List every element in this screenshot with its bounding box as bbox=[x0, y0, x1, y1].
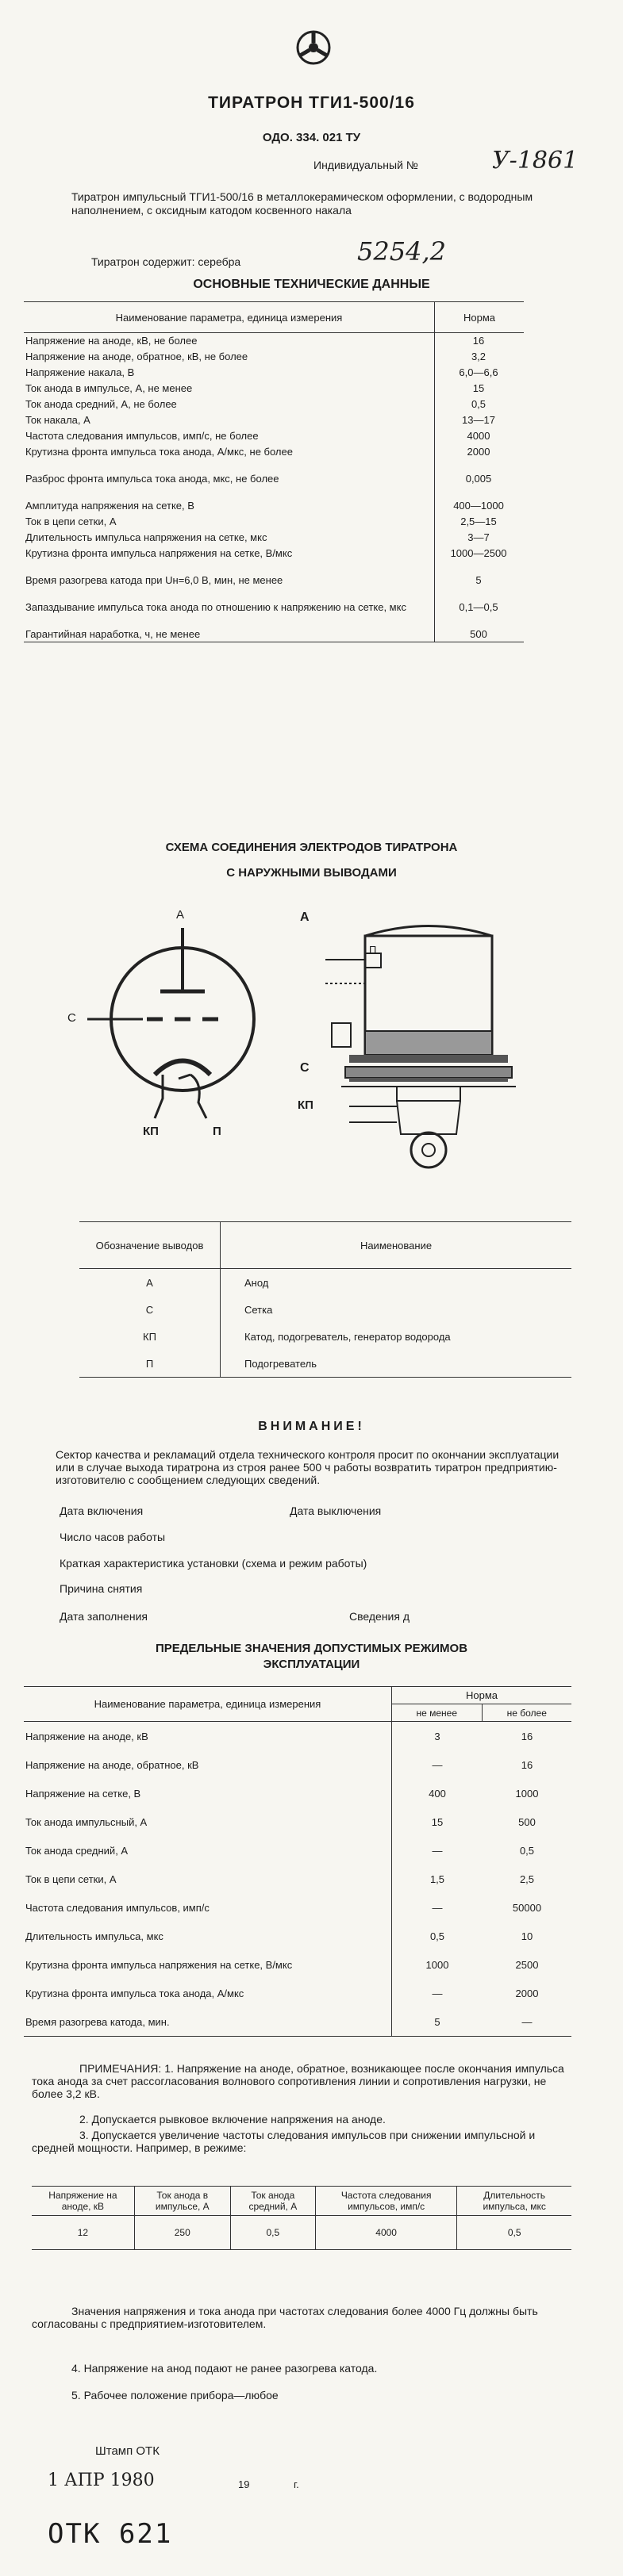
diagram-title-2: С НАРУЖНЫМИ ВЫВОДАМИ bbox=[226, 866, 397, 880]
diagram-title-1: СХЕМА СОЕДИНЕНИЯ ЭЛЕКТРОДОВ ТИРАТРОНА bbox=[165, 841, 458, 854]
spec-row bbox=[24, 428, 524, 444]
spec-table bbox=[24, 301, 524, 642]
diagram-label-anode: А bbox=[176, 908, 185, 922]
example-header: Напряжение на аноде, кВ bbox=[32, 2187, 134, 2216]
lim-col-param: Наименование параметра, единица измерения bbox=[24, 1687, 392, 1722]
spec-value: 0,005 bbox=[435, 471, 525, 498]
limit-param: Ток анода импульсный, А bbox=[25, 1815, 148, 1828]
electrode-row bbox=[79, 1296, 571, 1323]
limit-max: 16 bbox=[521, 1730, 533, 1742]
spec-row bbox=[24, 530, 524, 546]
field-fill-date: Дата заполнения bbox=[60, 1610, 148, 1623]
electrode-code: П bbox=[79, 1350, 221, 1378]
spec-value: 0,5 bbox=[435, 397, 525, 412]
limit-min: — bbox=[392, 1979, 483, 2007]
spec-row bbox=[24, 573, 524, 600]
limits-table bbox=[24, 1686, 571, 2037]
limits-title-1: ПРЕДЕЛЬНЫЕ ЗНАЧЕНИЯ ДОПУСТИМЫХ РЕЖИМОВ bbox=[155, 1642, 468, 1655]
year-g: г. bbox=[294, 2478, 299, 2490]
limit-param: Длительность импульса, мкс bbox=[25, 1930, 163, 1942]
lim-col-norm: Норма bbox=[392, 1687, 572, 1704]
diagram-label-kp: КП bbox=[143, 1125, 159, 1138]
field-date-off: Дата выключения bbox=[290, 1505, 382, 1517]
limit-row bbox=[24, 1865, 571, 1893]
limit-min: 400 bbox=[392, 1779, 483, 1807]
limit-row bbox=[24, 1750, 571, 1779]
note-1: ПРИМЕЧАНИЯ: 1. Напряжение на аноде, обратное, возникающее после окончания импульса тока анода за счет рассогласования волнового сопротивления линии и сопротивления нагрузки, не более 3,2 кВ. bbox=[32, 2062, 564, 2100]
limit-row bbox=[24, 1779, 571, 1807]
example-header: Ток анода в импульсе, А bbox=[134, 2187, 230, 2216]
limit-param: Частота следования импульсов, имп/с bbox=[25, 1901, 210, 1914]
spec-row bbox=[24, 600, 524, 627]
spec-value: 500 bbox=[435, 627, 525, 642]
diagram-label-p: П bbox=[213, 1125, 221, 1138]
lim-col-max: не более bbox=[482, 1704, 571, 1722]
note-2: 2. Допускается рывковое включение напряжения на аноде. bbox=[79, 2113, 386, 2126]
el-col-name: Наименование bbox=[221, 1222, 572, 1269]
spec-col-norm: Норма bbox=[435, 302, 525, 333]
limit-row bbox=[24, 1722, 571, 1751]
stamp-label: Штамп ОТК bbox=[95, 2444, 160, 2458]
electrode-name: Анод bbox=[221, 1269, 572, 1297]
field-date-on: Дата включения bbox=[60, 1505, 144, 1517]
limit-min: 1,5 bbox=[392, 1865, 483, 1893]
note-after: Значения напряжения и тока анода при частотах следования более 4000 Гц должны быть согласованы с предприятием-изготовителем. bbox=[32, 2305, 538, 2330]
example-header-row bbox=[32, 2187, 571, 2216]
spec-value: 3—7 bbox=[435, 530, 525, 546]
spec-value: 16 bbox=[435, 333, 525, 349]
attention-title: ВНИМАНИЕ! bbox=[258, 1420, 365, 1433]
limit-param: Напряжение на аноде, кВ bbox=[25, 1730, 148, 1742]
side-label-anode: А bbox=[300, 910, 310, 924]
spec-row bbox=[24, 412, 524, 428]
example-data-row bbox=[32, 2216, 571, 2250]
otk-stamp: ОТК 621 bbox=[48, 2518, 173, 2550]
spec-row bbox=[24, 444, 524, 471]
individual-label: Индивидуальный № bbox=[313, 159, 418, 171]
tube-circuit-diagram bbox=[63, 912, 278, 1150]
electrode-code: А bbox=[146, 1276, 153, 1289]
electrode-name: Подогреватель bbox=[221, 1350, 572, 1378]
field-reason: Причина снятия bbox=[60, 1582, 143, 1595]
spec-col-param: Наименование параметра, единица измерения bbox=[24, 302, 435, 333]
electrodes-table-body bbox=[79, 1269, 571, 1378]
limit-min: 5 bbox=[392, 2007, 483, 2037]
spec-row bbox=[24, 514, 524, 530]
individual-number-handwritten: У-1861 bbox=[492, 147, 579, 174]
spec-param: Запаздывание импульса тока анода по отношению к напряжению на сетке, мкс bbox=[25, 600, 406, 613]
limit-row bbox=[24, 1893, 571, 1922]
limit-min: — bbox=[392, 1893, 483, 1922]
limit-param: Ток в цепи сетки, А bbox=[25, 1873, 117, 1885]
limit-max: 10 bbox=[521, 1930, 533, 1942]
spec-row bbox=[24, 349, 524, 365]
limit-param: Напряжение на аноде, обратное, кВ bbox=[25, 1758, 199, 1771]
spec-param: Длительность импульса напряжения на сетке, мкс bbox=[25, 531, 267, 543]
attention-text: Сектор качества и рекламаций отдела технического контроля просит по окончании эксплуатации или в случае выхода тиратрона из строя ранее 500 ч работы возвратить тиратрон предприятию-изготовителю с сообщением следующих сведений. bbox=[56, 1448, 560, 1486]
example-value: 4000 bbox=[315, 2216, 456, 2250]
limit-max: 2500 bbox=[515, 1958, 539, 1971]
limit-max: — bbox=[482, 2007, 571, 2037]
spec-value: 2000 bbox=[435, 444, 525, 471]
limit-param: Напряжение на сетке, В bbox=[25, 1787, 141, 1800]
limit-row bbox=[24, 1807, 571, 1836]
example-header: Ток анода средний, А bbox=[230, 2187, 315, 2216]
side-label-p-top: П bbox=[369, 944, 377, 956]
spec-value: 5 bbox=[435, 573, 525, 600]
spec-row bbox=[24, 365, 524, 381]
side-label-kp: КП bbox=[298, 1098, 313, 1112]
example-table bbox=[32, 2186, 571, 2250]
spec-row bbox=[24, 397, 524, 412]
limit-max: 1000 bbox=[515, 1787, 539, 1800]
limit-row bbox=[24, 1836, 571, 1865]
example-value: 0,5 bbox=[457, 2216, 571, 2250]
field-hours: Число часов работы bbox=[60, 1531, 166, 1543]
limit-max: 2,5 bbox=[519, 1873, 535, 1885]
spec-param: Разброс фронта импульса тока анода, мкс, не более bbox=[25, 472, 279, 485]
example-value: 250 bbox=[134, 2216, 230, 2250]
electrode-row bbox=[79, 1323, 571, 1350]
spec-param: Время разогрева катода при Uн=6,0 В, мин, не менее bbox=[25, 573, 283, 586]
limit-row bbox=[24, 1950, 571, 1979]
example-header: Длительность импульса, мкс bbox=[457, 2187, 571, 2216]
document-title: ТИРАТРОН ТГИ1-500/16 bbox=[208, 94, 415, 112]
limit-row bbox=[24, 2007, 571, 2037]
silver-label: Тиратрон содержит: серебра bbox=[91, 255, 241, 268]
section-title: ОСНОВНЫЕ ТЕХНИЧЕСКИЕ ДАННЫЕ bbox=[193, 278, 430, 291]
note-4: 4. Напряжение на анод подают не ранее разогрева катода. bbox=[71, 2362, 378, 2375]
tube-side-view bbox=[302, 912, 556, 1182]
limit-min: 3 bbox=[392, 1722, 483, 1751]
side-label-grid: С bbox=[300, 1061, 310, 1075]
electrode-row bbox=[79, 1350, 571, 1378]
spec-value: 4000 bbox=[435, 428, 525, 444]
spec-param: Ток накала, А bbox=[25, 413, 90, 426]
limit-min: 0,5 bbox=[392, 1922, 483, 1950]
spec-row bbox=[24, 498, 524, 514]
spec-table-body bbox=[24, 333, 524, 642]
limit-min: — bbox=[392, 1836, 483, 1865]
diagram-label-grid: С bbox=[67, 1011, 76, 1025]
limit-min: 15 bbox=[392, 1807, 483, 1836]
note-3: 3. Допускается увеличение частоты следования импульсов при снижении импульсной и средней мощности. Например, в режиме: bbox=[32, 2129, 536, 2154]
spec-code: ОДО. 334. 021 ТУ bbox=[262, 131, 361, 144]
factory-logo bbox=[294, 28, 333, 67]
field-info: Сведения д bbox=[349, 1610, 410, 1623]
spec-param: Крутизна фронта импульса тока анода, А/мкс, не более bbox=[25, 445, 293, 458]
limit-max: 50000 bbox=[512, 1901, 542, 1914]
limit-max: 0,5 bbox=[519, 1844, 535, 1857]
spec-value: 15 bbox=[435, 381, 525, 397]
example-value: 0,5 bbox=[230, 2216, 315, 2250]
limit-param: Крутизна фронта импульса тока анода, А/мкс bbox=[25, 1987, 244, 1999]
limit-min: — bbox=[392, 1750, 483, 1779]
electrode-name: Катод, подогреватель, генератор водорода bbox=[221, 1323, 572, 1350]
limit-max: 16 bbox=[521, 1758, 533, 1771]
limit-row bbox=[24, 1979, 571, 2007]
field-setup: Краткая характеристика установки (схема и режим работы) bbox=[60, 1557, 367, 1570]
electrode-code: КП bbox=[143, 1330, 156, 1343]
limit-param: Ток анода средний, А bbox=[25, 1844, 129, 1857]
spec-param: Частота следования импульсов, имп/с, не более bbox=[25, 429, 259, 442]
spec-param: Крутизна фронта импульса напряжения на сетке, В/мкс bbox=[25, 546, 293, 559]
spec-param: Напряжение накала, В bbox=[25, 366, 135, 378]
spec-value: 13—17 bbox=[435, 412, 525, 428]
lim-col-min: не менее bbox=[392, 1704, 483, 1722]
example-header: Частота следования импульсов, имп/с bbox=[315, 2187, 456, 2216]
spec-param: Ток анода в импульсе, А, не менее bbox=[25, 381, 193, 394]
spec-row bbox=[24, 333, 524, 349]
limits-table-body bbox=[24, 1722, 571, 2037]
spec-value: 2,5—15 bbox=[435, 514, 525, 530]
limit-min: 1000 bbox=[392, 1950, 483, 1979]
silver-handwritten: 5254,2 bbox=[357, 236, 446, 266]
year-suffix: 19 bbox=[238, 2478, 250, 2490]
spec-value: 6,0—6,6 bbox=[435, 365, 525, 381]
spec-param: Гарантийная наработка, ч, не менее bbox=[24, 627, 435, 642]
electrode-name: Сетка bbox=[221, 1296, 572, 1323]
limit-param: Крутизна фронта импульса напряжения на сетке, В/мкс bbox=[25, 1958, 293, 1971]
spec-param: Амплитуда напряжения на сетке, В bbox=[25, 499, 194, 512]
limit-max: 500 bbox=[518, 1815, 536, 1828]
spec-value: 1000—2500 bbox=[435, 546, 525, 573]
el-col-designation: Обозначение выводов bbox=[79, 1222, 221, 1269]
description: Тиратрон импульсный ТГИ1-500/16 в металлокерамическом оформлении, с водородным наполнением, с оксидным катодом косвенного накала bbox=[71, 190, 533, 217]
spec-value: 3,2 bbox=[435, 349, 525, 365]
spec-row bbox=[24, 546, 524, 573]
spec-param: Напряжение на аноде, обратное, кВ, не более bbox=[25, 350, 248, 362]
spec-row bbox=[24, 471, 524, 498]
electrodes-table bbox=[79, 1221, 571, 1378]
limits-title-2: ЭКСПЛУАТАЦИИ bbox=[263, 1658, 360, 1671]
limit-row bbox=[24, 1922, 571, 1950]
spec-param: Напряжение на аноде, кВ, не более bbox=[25, 335, 198, 347]
electrode-code: С bbox=[145, 1303, 154, 1316]
spec-param: Ток в цепи сетки, А bbox=[25, 515, 117, 527]
example-value: 12 bbox=[32, 2216, 134, 2250]
spec-row bbox=[24, 381, 524, 397]
limit-max: 2000 bbox=[515, 1987, 539, 1999]
spec-value: 400—1000 bbox=[435, 498, 525, 514]
spec-row bbox=[24, 627, 524, 642]
note-5: 5. Рабочее положение прибора—любое bbox=[71, 2389, 279, 2402]
date-stamp: 1 АПР 1980 bbox=[48, 2471, 155, 2490]
spec-param: Ток анода средний, А, не более bbox=[25, 397, 177, 410]
electrode-row bbox=[79, 1269, 571, 1297]
limit-param: Время разогрева катода, мин. bbox=[24, 2007, 392, 2037]
spec-value: 0,1—0,5 bbox=[435, 600, 525, 627]
